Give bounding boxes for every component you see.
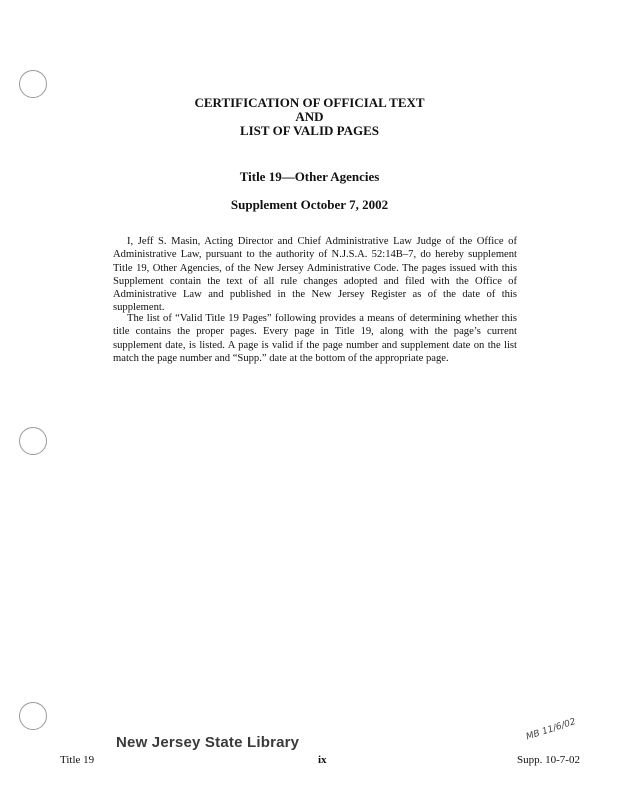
- footer-supplement-date: Supp. 10-7-02: [517, 754, 580, 766]
- certification-heading-line3: LIST OF VALID PAGES: [239, 123, 380, 138]
- certification-heading-line2: AND: [295, 109, 324, 124]
- valid-pages-text: The list of “Valid Title 19 Pages” following provides a means of determining whether this title contains the proper pages. Every page in Title 19, along with the page’s current supplement date, is listed. A page is valid if the page number and supplement date on the list match the page number and “Supp.” date at the bottom of the appropriate page.: [113, 313, 517, 364]
- binder-hole-top: [19, 70, 47, 98]
- footer-page-number: ix: [318, 754, 327, 766]
- certification-text: I, Jeff S. Masin, Acting Director and Chief Administrative Law Judge of the Office of Administrative Law, pursuant to the authority of N.J.S.A. 52:14B–7, do hereby supplement Title 19, Other Agencies, of the New Jersey Administrative Code. The pages issued with this Supplement contain the text of all rule changes adopted and filed with the Office of Administrative Law and published in the New Jersey Register as of the date of this supplement.: [113, 236, 517, 314]
- footer-title: Title 19: [60, 754, 95, 766]
- supplement-heading: Supplement October 7, 2002: [230, 197, 389, 212]
- handwritten-note: MB 11/6/02: [525, 717, 578, 743]
- certification-paragraph: [113, 235, 517, 315]
- binder-hole-bottom: [19, 702, 47, 730]
- title-heading: Title 19—Other Agencies: [239, 169, 380, 184]
- valid-pages-paragraph: [113, 312, 517, 365]
- library-stamp: New Jersey State Library: [116, 734, 300, 751]
- binder-hole-middle: [19, 427, 47, 455]
- certification-heading-line1: CERTIFICATION OF OFFICIAL TEXT: [194, 95, 425, 110]
